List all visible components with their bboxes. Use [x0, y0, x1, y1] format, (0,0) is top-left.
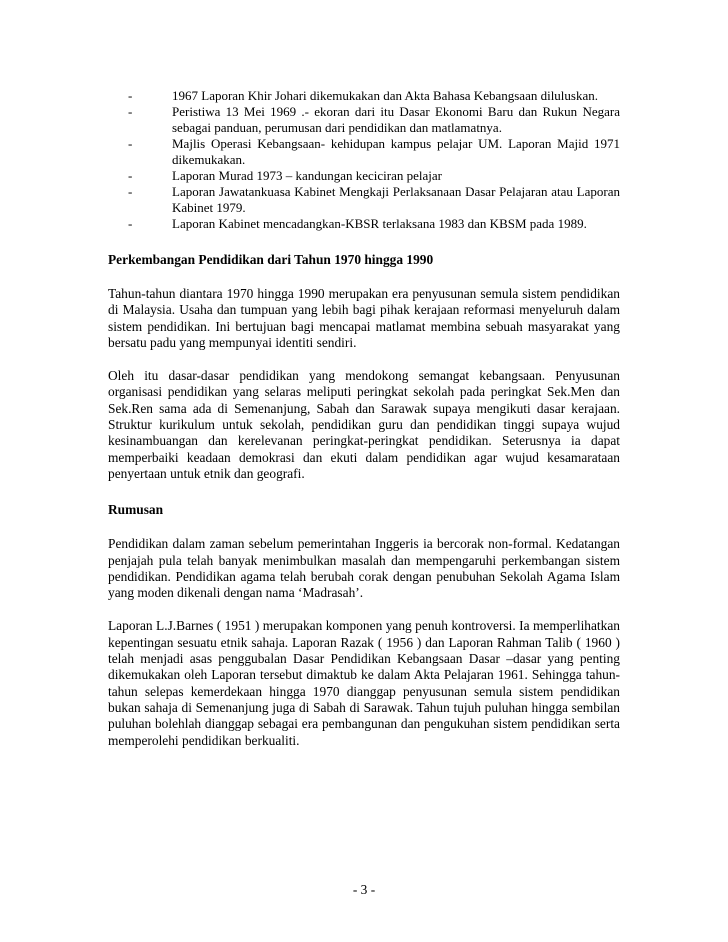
- bullet-marker: -: [128, 104, 133, 119]
- section-heading: Perkembangan Pendidikan dari Tahun 1970 hingga 1990: [108, 252, 434, 267]
- bullet-text: Laporan Kabinet mencadangkan-KBSR terlaksana 1983 dan KBSM pada 1989.: [172, 216, 587, 231]
- body-paragraph: Laporan L.J.Barnes ( 1951 ) merupakan komponen yang penuh kontroversi. Ia memperlihatkan kepentingan sesuatu etnik sahaja. Laporan Razak ( 1956 ) dan Laporan Rahman Talib ( 1960 ) telah menjadi asas penggubalan Dasar Pendidikan Kebangsaan Dasar –dasar yang penting dikemukakan oleh Laporan tersebut dimaktub ke dalam Akta Pelajaran 1961. Sehingga tahun-tahun selepas kemerdekaan hingga 1970 dianggap penyusunan semula sistem pendidikan bukan sahaja di Semenanjung juga di Sabah di Sarawak. Tahun tujuh puluhan hingga sembilan puluhan bolehlah dianggap sebagai era pembangunan dan pengukuhan sistem pendidikan serta memperolehi pendidikan berkualiti.: [108, 618, 620, 748]
- bullet-item: [108, 88, 620, 104]
- bullet-item: [108, 136, 620, 168]
- bullet-text: Majlis Operasi Kebangsaan- kehidupan kampus pelajar UM. Laporan Majid 1971 dikemukakan.: [172, 136, 620, 167]
- bullet-marker: -: [128, 136, 133, 151]
- bullet-text: Peristiwa 13 Mei 1969 .- ekoran dari itu Dasar Ekonomi Baru dan Rukun Negara sebagai panduan, perumusan dari pendidikan dan matlamatnya.: [172, 104, 620, 135]
- bullet-item: [108, 104, 620, 136]
- bullet-marker: -: [128, 216, 133, 231]
- bullet-list: [108, 88, 620, 232]
- body-paragraph: Tahun-tahun diantara 1970 hingga 1990 merupakan era penyusunan semula sistem pendidikan di Malaysia. Usaha dan tumpuan yang lebih bagi pihak kerajaan reformasi menyeluruh dalam sistem pendidikan. Ini bertujuan bagi mencapai matlamat membina sebuah masyarakat yang bersatu padu yang mempunyai identiti sendiri.: [108, 286, 620, 350]
- document-page: [108, 88, 620, 766]
- section-heading: Rumusan: [108, 502, 164, 518]
- page-number: - 3 -: [352, 882, 376, 897]
- body-paragraph: Pendidikan dalam zaman sebelum pemerintahan Inggeris ia bercorak non-formal. Kedatangan penjajah pula telah banyak menimbulkan masalah dan mempengaruhi perkembangan sistem pendidikan. Pendidikan agama telah berubah corak dengan penubuhan Sekolah Agama Islam yang moden dikenali dengan nama ‘Madrasah’.: [108, 536, 620, 601]
- bullet-marker: -: [128, 168, 133, 183]
- bullet-marker: -: [128, 184, 133, 199]
- bullet-text: Laporan Jawatankuasa Kabinet Mengkaji Perlaksanaan Dasar Pelajaran atau Laporan Kabinet 1979.: [172, 184, 620, 215]
- bullet-marker: -: [128, 88, 133, 103]
- bullet-item: [108, 168, 620, 184]
- bullet-item: [108, 184, 620, 216]
- bullet-text: Laporan Murad 1973 – kandungan keciciran pelajar: [172, 168, 443, 183]
- bullet-item: [108, 216, 620, 232]
- bullet-text: 1967 Laporan Khir Johari dikemukakan dan Akta Bahasa Kebangsaan diluluskan.: [172, 88, 598, 103]
- body-paragraph: Oleh itu dasar-dasar pendidikan yang mendokong semangat kebangsaan. Penyusunan organisasi pendidikan yang selaras meliputi peringkat sekolah pada peringkat Sek.Men dan Sek.Ren sama ada di Semenanjung, Sabah dan Sarawak supaya mengikuti dasar kerajaan. Struktur kurikulum untuk sekolah, pendidikan guru dan pendidikan tinggi supaya wujud kesinambuangan dan kerelevanan peringkat-peringkat pendidikan. Seterusnya ia dapat memperbaiki keadaan demokrasi dan ekuti dalam pendidikan agar wujud kesamarataan penyertaan untuk etnik dan geografi.: [108, 368, 620, 481]
